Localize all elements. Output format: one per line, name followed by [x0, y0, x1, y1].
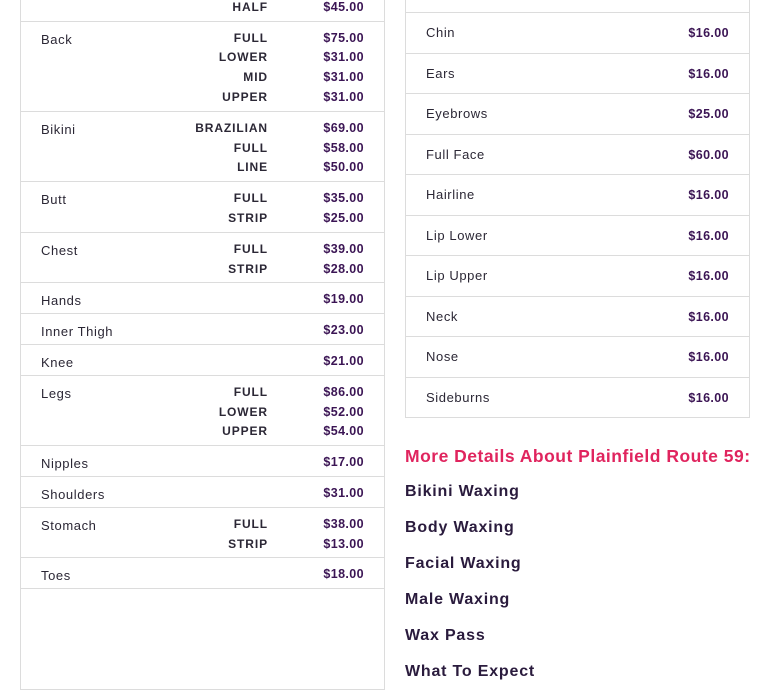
- variant-line: [21, 405, 384, 425]
- variant-line: [21, 121, 384, 141]
- price-row: [406, 255, 749, 296]
- variant-price: $50.00: [323, 160, 364, 175]
- service-price: $16.00: [688, 26, 729, 40]
- variant-price: $35.00: [323, 191, 364, 206]
- variant-list: [21, 508, 384, 558]
- variant-label: FULL: [233, 191, 268, 206]
- service-price: $60.00: [688, 147, 729, 162]
- service-name: Stomach: [41, 517, 97, 533]
- variant-list: [21, 376, 384, 445]
- body-waxing-link[interactable]: Body Waxing: [405, 519, 515, 536]
- facial-waxing-link[interactable]: Facial Waxing: [405, 555, 522, 572]
- price-row: [21, 375, 384, 445]
- variant-list: [21, 314, 384, 344]
- price-row: [21, 588, 384, 589]
- service-price: $16.00: [688, 269, 729, 283]
- variant-line: [21, 323, 384, 343]
- variant-list: [21, 345, 384, 375]
- variant-price: $31.00: [323, 50, 364, 65]
- price-row: [406, 215, 749, 256]
- service-name: Hands: [41, 293, 82, 309]
- variant-label: STRIP: [228, 536, 268, 551]
- price-row: [21, 344, 384, 375]
- service-name: Full Face: [426, 146, 485, 162]
- service-price: $16.00: [688, 228, 729, 243]
- variant-line: [21, 567, 384, 587]
- variant-line: [21, 242, 384, 262]
- variant-line: [21, 141, 384, 161]
- variant-price: $39.00: [323, 241, 364, 256]
- variant-list: [21, 558, 384, 588]
- variant-line: [21, 0, 384, 20]
- variant-line: [21, 354, 384, 374]
- price-row: [406, 174, 749, 215]
- price-row: [21, 282, 384, 313]
- price-row: [21, 313, 384, 344]
- variant-price: $17.00: [323, 455, 364, 470]
- price-row: [406, 134, 749, 175]
- variant-price: $19.00: [323, 292, 364, 307]
- variant-price: $54.00: [323, 424, 364, 439]
- variant-label: LINE: [237, 160, 268, 175]
- what-to-expect-link[interactable]: What To Expect: [405, 663, 536, 680]
- variant-label: FULL: [233, 516, 268, 531]
- variant-price: $31.00: [323, 485, 364, 500]
- price-row: [406, 0, 749, 12]
- price-row: [21, 21, 384, 111]
- variant-line: [21, 486, 384, 506]
- variant-line: [21, 537, 384, 557]
- wax-pass-link[interactable]: Wax Pass: [405, 627, 486, 644]
- variant-line: [21, 517, 384, 537]
- variant-label: FULL: [233, 241, 268, 256]
- variant-line: [21, 424, 384, 444]
- service-name: Inner Thigh: [41, 324, 114, 340]
- price-row: [21, 0, 384, 21]
- price-row: [406, 377, 749, 418]
- variant-label: FULL: [233, 384, 268, 399]
- service-name: Ears: [426, 65, 456, 81]
- variant-line: [21, 50, 384, 70]
- service-name: Eyebrows: [426, 106, 488, 121]
- variant-line: [21, 211, 384, 231]
- price-row: [406, 53, 749, 94]
- service-name: Chin: [426, 25, 456, 40]
- variant-line: [21, 292, 384, 312]
- variant-list: [21, 446, 384, 476]
- price-row: [21, 476, 384, 507]
- facial-waxing-price-table: [405, 0, 750, 418]
- service-name: Back: [41, 31, 73, 47]
- variant-list: [21, 182, 384, 232]
- price-row: [406, 12, 749, 53]
- male-waxing-link[interactable]: Male Waxing: [405, 591, 511, 608]
- variant-label: LOWER: [218, 404, 268, 419]
- variant-label: UPPER: [222, 424, 268, 439]
- variant-price: $21.00: [323, 353, 364, 368]
- variant-price: $31.00: [323, 89, 364, 104]
- variant-label: FULL: [233, 30, 268, 45]
- variant-line: [21, 90, 384, 110]
- service-name: Lip Upper: [426, 268, 488, 283]
- variant-price: $75.00: [323, 30, 364, 45]
- service-name: Nipples: [41, 456, 89, 472]
- variant-price: $13.00: [323, 536, 364, 551]
- bikini-waxing-link[interactable]: Bikini Waxing: [405, 483, 520, 500]
- variant-list: [21, 112, 384, 181]
- variant-line: [21, 262, 384, 282]
- service-price: $16.00: [688, 350, 729, 364]
- variant-label: MID: [243, 70, 268, 85]
- service-name: Lip Lower: [426, 227, 488, 243]
- body-waxing-price-table: [20, 0, 385, 690]
- price-row: [406, 296, 749, 337]
- service-name: Knee: [41, 354, 74, 370]
- service-price: $16.00: [688, 309, 729, 324]
- variant-price: $23.00: [323, 323, 364, 338]
- variant-label: UPPER: [222, 89, 268, 104]
- service-name: Legs: [41, 385, 72, 401]
- price-row: [406, 93, 749, 134]
- variant-line: [21, 385, 384, 405]
- variant-price: $52.00: [323, 404, 364, 419]
- service-name: Nose: [426, 349, 459, 364]
- variant-price: $38.00: [323, 516, 364, 531]
- details-heading: More Details About Plainfield Route 59:: [405, 446, 751, 466]
- variant-list: [21, 477, 384, 507]
- variant-list: [21, 22, 384, 111]
- price-row: [406, 336, 749, 377]
- variant-line: [21, 31, 384, 51]
- service-name: Bikini: [41, 121, 76, 137]
- service-price: $25.00: [688, 107, 729, 121]
- service-name: Shoulders: [41, 486, 105, 502]
- variant-price: $45.00: [323, 0, 364, 14]
- price-row: [21, 111, 384, 181]
- price-row: [21, 557, 384, 588]
- service-price: $16.00: [688, 188, 729, 202]
- variant-price: $58.00: [323, 140, 364, 155]
- variant-list: [21, 0, 384, 21]
- variant-price: $69.00: [323, 120, 364, 135]
- service-name: Neck: [426, 308, 459, 324]
- variant-list: [21, 283, 384, 313]
- price-row: [21, 507, 384, 558]
- service-name: Chest: [41, 242, 78, 258]
- variant-label: HALF: [232, 0, 268, 14]
- price-row: [21, 181, 384, 232]
- service-name: Toes: [41, 568, 71, 584]
- variant-price: $28.00: [323, 261, 364, 276]
- variant-label: STRIP: [228, 261, 268, 276]
- service-name: Sideburns: [426, 389, 490, 405]
- service-name: Hairline: [426, 187, 475, 202]
- service-price: $16.00: [688, 66, 729, 81]
- variant-label: STRIP: [228, 210, 268, 225]
- variant-price: $86.00: [323, 384, 364, 399]
- variant-label: BRAZILIAN: [195, 120, 268, 135]
- service-price: $16.00: [688, 390, 729, 405]
- price-row: [21, 232, 384, 283]
- variant-price: $18.00: [323, 567, 364, 582]
- variant-list: [21, 233, 384, 283]
- variant-line: [21, 455, 384, 475]
- variant-line: [21, 70, 384, 90]
- variant-label: LOWER: [218, 50, 268, 65]
- variant-label: FULL: [233, 140, 268, 155]
- variant-price: $25.00: [323, 210, 364, 225]
- variant-price: $31.00: [323, 70, 364, 85]
- service-name: Butt: [41, 192, 67, 208]
- price-row: [21, 445, 384, 476]
- variant-line: [21, 160, 384, 180]
- variant-line: [21, 191, 384, 211]
